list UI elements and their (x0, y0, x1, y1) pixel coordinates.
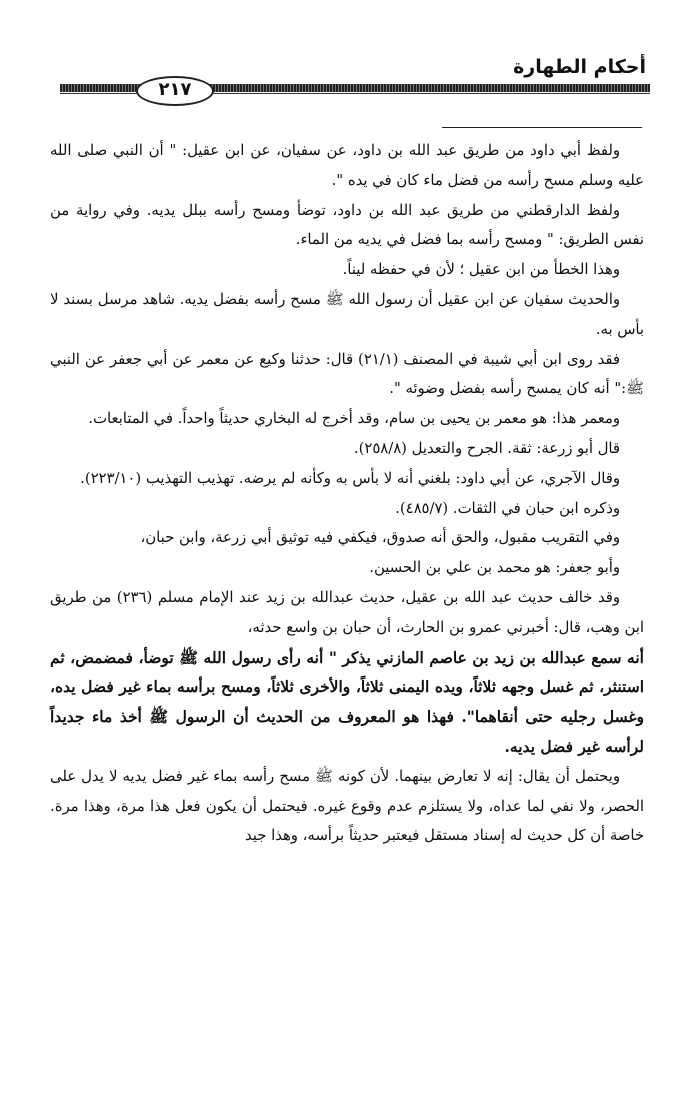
paragraph-abudawud-wording: ولفظ أبي داود من طريق عبد الله بن داود، عن سفيان، عن ابن عقيل: " أن النبي صلى الله عليه وسلم مسح رأسه من فضل ماء كان في يده ". (50, 142, 644, 189)
paragraph-daraqutni-wording: ولفظ الدارقطني من طريق عبد الله بن داود، توضأ ومسح رأسه ببلل يديه. وفي رواية من نفس الطريق: " ومسح رأسه بما فضل في يديه من الماء. (50, 201, 644, 249)
paragraph-supporting-hadith: والحديث سفيان عن ابن عقيل أن رسول الله ﷺ مسح رأسه بفضل يديه. شاهد مرسل بسند لا بأس به. (50, 290, 644, 338)
paragraph-abu-zurah: قال أبو زرعة: ثقة. الجرح والتعديل (٢٥٨/٨). (353, 439, 620, 457)
paragraph-ibn-hibban: وذكره ابن حبان في الثقات. (٤٨٥/٧). (395, 499, 620, 517)
page-number: ٢١٧ (136, 76, 214, 106)
paragraph-taqrib: وفي التقريب مقبول، والحق أنه صدوق، فيكفي فيه توثيق أبي زرعة، وابن حبان، (140, 529, 620, 547)
paragraph-abu-jafar: وأبو جعفر: هو محمد بن علي بن الحسين. (369, 559, 620, 577)
page-body (50, 136, 644, 851)
page-header (60, 48, 650, 98)
paragraph-muslim-contradiction: وقد خالف حديث عبد الله بن عقيل، حديث عبدالله بن زيد عند الإمام مسلم (٢٣٦) من طريق ابن وهب، قال: أخبرني عمرو بن الحارث، أن حبان بن واسع حدثه، (50, 588, 644, 636)
paragraph-ajurri: وقال الآجري، عن أبي داود: بلغني أنه لا بأس به وكأنه لم يرضه. تهذيب التهذيب (٢٢٣/١٠). (80, 469, 620, 487)
book-title: أحكام الطهارة (513, 56, 646, 78)
section-rule (442, 127, 642, 128)
paragraph-ibn-abi-shaybah: فقد روى ابن أبي شيبة في المصنف (٢١/١) قال: حدثنا وكيع عن معمر عن أبي جعفر عن النبي ﷺ:" أنه كان يمسح رأسه بفضل وضوئه ". (50, 350, 644, 398)
paragraph-error-note: وهذا الخطأ من ابن عقيل ؛ لأن في حفظه ليناً. (342, 261, 620, 279)
paragraph-reconciliation: ويحتمل أن يقال: إنه لا تعارض بينهما. لأن كونه ﷺ مسح رأسه بماء غير فضل يديه لا يدل على الحصر، ولا نفي لما عداه، ولا يستلزم عدم وقوع غيره. فيحتمل أن يكون فعل هذا مرة، وهذا مرة. خاصة أن كل حديث له إسناد مستقل فيعتبر حديثاً برأسه، وهذا جيد (50, 767, 644, 845)
paragraph-hadith-text: أنه سمع عبدالله بن زيد بن عاصم المازني يذكر " أنه رأى رسول الله ﷺ توضأ، فمضمض، ثم استنثر، ثم غسل وجهه ثلاثاً، ويده اليمنى ثلاثاً، والأخرى ثلاثاً، ومسح برأسه بماء غير فضل يده، وغسل رجليه حتى أنقاهما". فهذا هو المعروف من الحديث أن الرسول ﷺ أخذ ماء جديداً لرأسه غير فضل يديه. (50, 647, 644, 756)
paragraph-mamar-identity: ومعمر هذا: هو معمر بن يحيى بن سام، وقد أخرج له البخاري حديثاً واحداً. في المتابعات. (88, 410, 620, 428)
